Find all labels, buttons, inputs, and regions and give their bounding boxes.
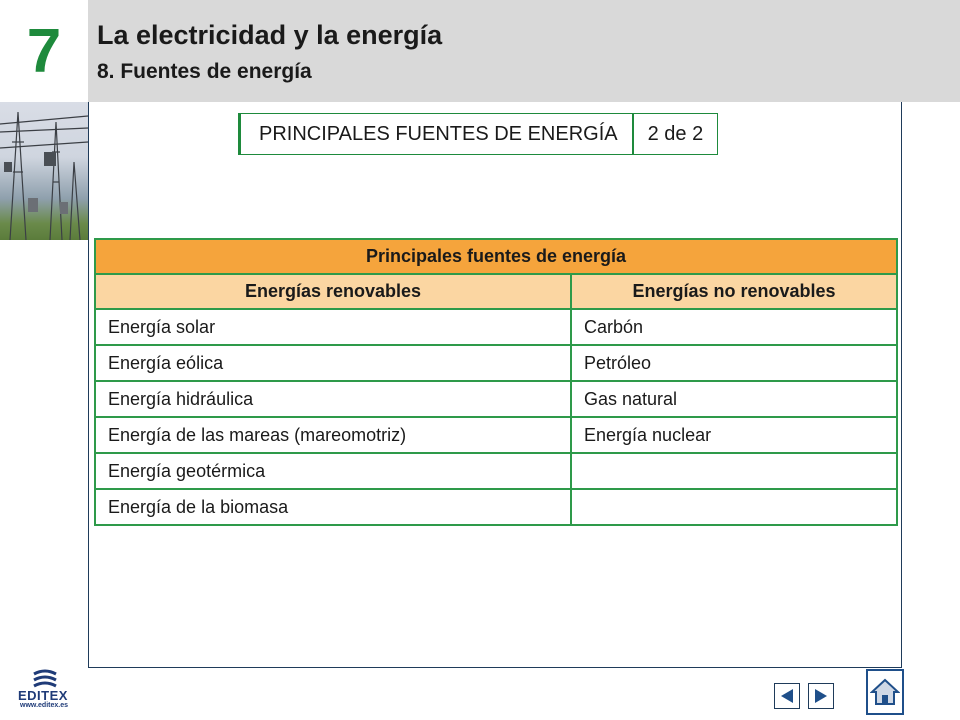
home-icon <box>870 677 900 707</box>
table-cell: Gas natural <box>571 381 897 417</box>
editex-logo <box>14 666 74 710</box>
table-cell: Energía hidráulica <box>95 381 571 417</box>
logo-url: www.editex.es <box>20 702 68 709</box>
table-header-row <box>95 274 897 309</box>
next-button[interactable] <box>808 683 834 709</box>
prev-button[interactable] <box>774 683 800 709</box>
table-cell: Energía geotérmica <box>95 453 571 489</box>
section-label-text: PRINCIPALES FUENTES DE ENERGÍA <box>239 114 632 154</box>
table-cell: Energía de las mareas (mareomotriz) <box>95 417 571 453</box>
table-row <box>95 381 897 417</box>
page-subtitle: 8. Fuentes de energía <box>97 60 312 83</box>
table-cell: Energía solar <box>95 309 571 345</box>
power-station-photo <box>0 102 88 240</box>
table-row <box>95 417 897 453</box>
header-bar <box>88 0 960 102</box>
triangle-right-icon <box>812 687 830 705</box>
table-cell: Energía nuclear <box>571 417 897 453</box>
editex-logo-mark-icon <box>32 668 58 688</box>
table-cell: Petróleo <box>571 345 897 381</box>
table-row <box>95 345 897 381</box>
header-non-renewable: Energías no renovables <box>571 274 897 309</box>
page-title: La electricidad y la energía <box>97 20 443 50</box>
table-row <box>95 309 897 345</box>
logo-name: EDITEX <box>18 688 68 703</box>
table-row <box>95 453 897 489</box>
table-caption: Principales fuentes de energía <box>95 239 897 274</box>
table-cell: Energía de la biomasa <box>95 489 571 525</box>
chapter-number: 7 <box>26 16 62 86</box>
table-cell: Carbón <box>571 309 897 345</box>
energy-sources-table <box>94 238 898 526</box>
triangle-left-icon <box>778 687 796 705</box>
home-button[interactable] <box>866 669 904 715</box>
table-cell <box>571 489 897 525</box>
header-renewable: Energías renovables <box>95 274 571 309</box>
table-caption-row <box>95 239 897 274</box>
page-indicator: 2 de 2 <box>632 114 718 154</box>
section-label <box>238 113 718 155</box>
table-cell <box>571 453 897 489</box>
table-row <box>95 489 897 525</box>
table-cell: Energía eólica <box>95 345 571 381</box>
